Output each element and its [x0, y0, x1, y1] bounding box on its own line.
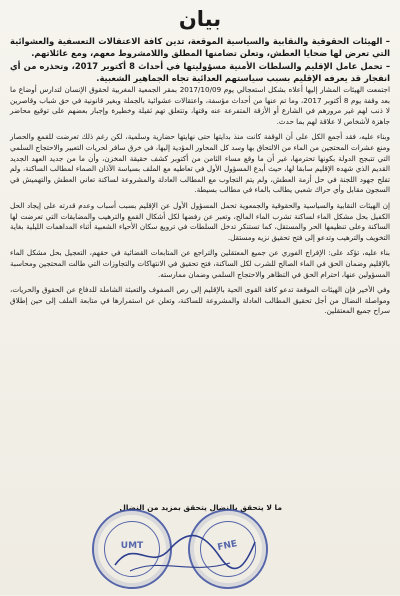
signature-area: [0, 503, 400, 595]
body-paragraph: وبناء عليه، فقد أجمع الكل على أن الوقفة كانت منذ بدايتها حتى نهايتها حضارية وسلمية، لكن رغم ذلك تعرضت للقمع والحصار ومنع عشرات المحتجين من الماء من الالتحاق بها وسد كل المحاور المؤدية إليها، في خرق سافر لحريات التعبير والاحتجاج السلمي التي تتبجح الدولة بكونها تحترمها، غير أن ما وقع مساء الثامن من أكتوبر كشف حقيقة المخزن، وأن ما من جديد العهد الجديد القديم الذي شهده الإقليم سابقا لها، حيث أبدع المسؤول الأول في تعاطيه مع الملف بسياسة الآذان الصماء لمطالب الساكنة، ولم تفلح جهود اللجنة في حل أزمة العطش، ولم يتم التجاوب مع المطالب العادلة والمشروعة لساكنة تعاني العطش والتهميش في السجون مقابل وأي حراك شعبي يطالب بالماء في مطالب بسيطة.: [10, 132, 390, 195]
handwritten-signature: [110, 527, 260, 577]
closing-slogan: ما لا يتحقق بالنضال يتحقق بمزيد من النضال: [119, 503, 282, 512]
body-paragraph: وفي الأخير فإن الهيئات الموقعة تدعو كافة القوى الحية بالإقليم إلى رص الصفوف والتعبئة الشاملة للدفاع عن الحقوق والحريات، ومواصلة النضال من أجل تحقيق المطالب العادلة والمشروعة للساكنة، وتعلن عن استمرارها في متابعة الملف إلى حين إطلاق سراح جميع المعتقلين.: [10, 285, 390, 316]
body-paragraph: اجتمعت الهيئات المشار إليها أعلاه بشكل استعجالي يوم 2017/10/09 بمقر الجمعية المغربية لحقوق الإنسان لتدارس أوضاع ما بعد وقفة يوم 8 أكتوبر 2017، وما تم عنها من أحداث مؤسفة، واعتقالات عشوائية بالجملة وبغير قانونية في حق شباب وقاصرين لا ذنب لهم غير مرورهم في الشارع أو الأزقة المتفرعة عنه وقتها، وتتعلق تهم ثقيلة وخطيرة وإجبار بعضهم على توقيع محاضر جاهزة لأشخاص لا علاقة لهم بما حدث.: [10, 85, 390, 126]
body-paragraph: بناء عليه، تؤكد على: الإفراج الفوري عن جميع المعتقلين والتراجع عن المتابعات القضائية في حقهم، التعجيل بحل مشكل الماء بالإقليم وضمان الحق في الماء الصالح للشرب لكل الساكنة، فتح تحقيق في الانتهاكات والتجاوزات التي طالت المحتجين ومحاسبة المسؤولين عنها، احترام الحق في التظاهر والاحتجاج السلمي وضمان ممارسته.: [10, 248, 390, 279]
body-paragraph: إن الهيئات النقابية والسياسية والحقوقية والجمعوية تحمل المسؤول الأول عن الإقليم بسبب أسباب وعدم قدرته على إيجاد الحل الكفيل بحل مشكل الماء لساكنة تشرب الماء المالح، وتعبر عن رفضها لكل أشكال القمع والترهيب والمضايقات التي تعرضت لها الساكنة وعلى تنظيمها الحر والمستقل، كما تستنكر تدخل السلطات في ترويع سكان الأحياء الشعبية أثناء المداهمات الليلية بغاية التخويف والترهيب وتدعو إلى فتح تحقيق نزيه ومستقل.: [10, 200, 390, 242]
demand-item: – تحمل عامل الإقليم والسلطات الأمنية مسؤوليتها في أحداث 8 أكتوبر 2017، وتحذره من أي انفجار قد يعرفه الإقليم بسبب سياستهم العدائية تجاه الجماهير الشعبية.: [10, 61, 391, 83]
stamp-label: UMT: [120, 541, 144, 551]
stamp-label: FNE: [216, 539, 239, 554]
demands-list: [10, 35, 390, 84]
demand-item: – الهيئات الحقوقية والنقابية والسياسية الموقعة، تدين كافة الاعتقالات التعسفية والعشوائية التي تعرض لها ضحايا العطش، وتعلن تضامنها المطلق واللامشروط معهم، ومع عائلاتهم.: [10, 36, 390, 58]
page-title: بيان: [178, 7, 222, 31]
